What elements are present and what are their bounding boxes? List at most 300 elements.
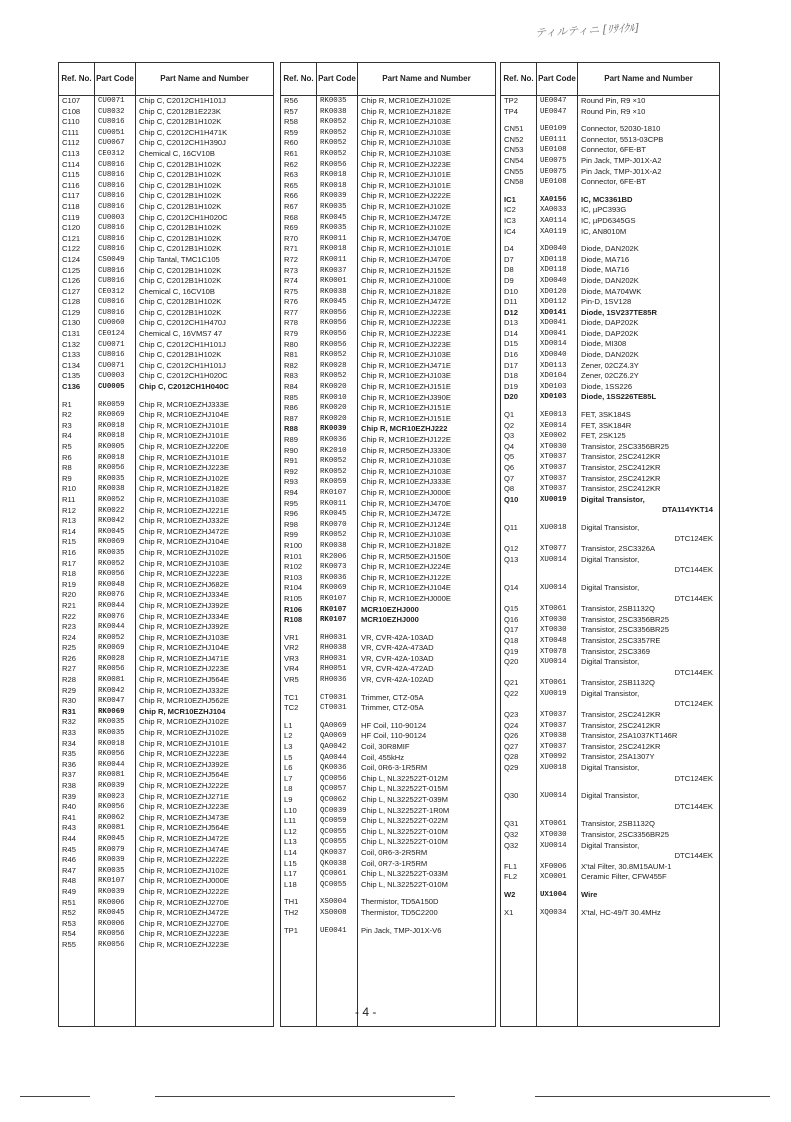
name-cell: Chip L, NL322522T-010M: [361, 879, 448, 889]
ref-cell: Q30: [504, 791, 519, 801]
name-cell: Trimmer, CTZ-05A: [361, 692, 424, 702]
code-cell: UE0108: [540, 146, 567, 155]
code-cell: UE0047: [540, 107, 567, 116]
code-cell: RK0045: [320, 510, 347, 519]
ref-cell: R33: [62, 728, 76, 738]
name-cell: Chip C, C2012CH1H390J: [139, 138, 226, 148]
name-cell: Chip C, C2012B1E223K: [139, 106, 221, 116]
code-cell: QC0061: [320, 870, 347, 879]
name-cell: Chemical C, 16VMS7 47: [139, 329, 223, 339]
name-cell: Chip R, MCR10EZHJ564E: [139, 770, 229, 780]
name-column: [136, 96, 273, 1026]
ref-cell: Q4: [504, 441, 515, 451]
ref-cell: FL2: [504, 872, 518, 882]
ref-cell: R73: [284, 265, 298, 275]
ref-cell: R26: [62, 653, 76, 663]
code-cell: RH0031: [320, 633, 347, 642]
ref-cell: C124: [62, 254, 81, 264]
ref-cell: R61: [284, 148, 298, 158]
name-cell: Coil, 0R7-3-1R5RM: [361, 858, 428, 868]
name-cell: Diode, MA716: [581, 254, 630, 264]
ref-cell: R10: [62, 484, 76, 494]
code-cell: RK0081: [98, 771, 125, 780]
code-cell: XU0014: [540, 841, 567, 850]
ref-cell: R81: [284, 350, 298, 360]
name-cell: Chip C, C2012B1H102K: [139, 117, 222, 127]
ref-cell: R62: [284, 159, 298, 169]
name-cell: Chip R, MCR10EZHJ223E: [139, 463, 229, 473]
name-cell: Chip R, MCR10EZHJ103E: [139, 494, 229, 504]
ref-cell: IC1: [504, 194, 516, 204]
name-cell: DTC144EK: [674, 593, 713, 603]
name-cell: Chip R, MCR50EZHJ150E: [361, 551, 451, 561]
code-cell: CT0031: [320, 693, 347, 702]
name-cell: IC, MC3361BD: [581, 194, 633, 204]
ref-cell: D17: [504, 360, 518, 370]
name-cell: Coil, 30R8MIF: [361, 742, 410, 752]
name-cell: Chip R, MCR10EZHJ102E: [361, 223, 451, 233]
code-cell: RK0020: [320, 404, 347, 413]
ref-cell: R45: [62, 844, 76, 854]
ref-cell: Q32: [504, 830, 519, 839]
name-cell: Chip R, MCR10EZHJ333E: [139, 399, 229, 409]
ref-cell: L6: [284, 763, 293, 773]
code-cell: RK0037: [320, 266, 347, 275]
ref-cell: CN51: [504, 124, 524, 134]
name-cell: Chip L, NL322522T-010M: [361, 837, 448, 847]
code-cell: XD0040: [540, 245, 567, 254]
code-cell: QA0069: [320, 732, 347, 741]
code-cell: RK2010: [320, 446, 347, 455]
name-cell: Chip R, MCR10EZHJ101E: [361, 170, 451, 180]
ref-cell: VR2: [284, 643, 299, 653]
code-cell: RH0031: [320, 654, 347, 663]
code-cell: UX1004: [540, 890, 567, 899]
code-cell: RK0045: [98, 909, 125, 918]
name-cell: DTC144EK: [674, 851, 713, 861]
ref-cell: Q31: [504, 819, 519, 829]
code-cell: XT0037: [540, 721, 567, 730]
name-cell: Chip C, C2012CH1H101J: [139, 339, 226, 349]
row-gap: [317, 626, 357, 633]
code-cell: XD0118: [540, 266, 567, 275]
row-gap: [358, 890, 495, 897]
ref-cell: R101: [284, 551, 303, 561]
code-cell: CU8016: [98, 192, 125, 201]
name-cell: Chip R, MCR10EZHJ222E: [361, 191, 451, 201]
code-cell: XU0018: [540, 523, 567, 532]
name-cell: MCR10EZHJ000: [361, 604, 419, 614]
name-cell: Chip C, C2012B1H102K: [139, 180, 222, 190]
name-cell: Chip C, C2012B1H102K: [139, 223, 222, 233]
row-gap: [537, 784, 577, 791]
code-cell: RK0073: [320, 563, 347, 572]
code-cell: XD0040: [540, 351, 567, 360]
table-body: [501, 96, 719, 1026]
code-cell: QC0057: [320, 785, 347, 794]
code-cell: RK0011: [320, 499, 347, 508]
code-cell: RK0052: [320, 149, 347, 158]
row-gap: [501, 516, 536, 523]
code-cell: RK0018: [320, 245, 347, 254]
name-cell: Chip R, MCR10EZHJ103E: [361, 138, 451, 148]
ref-cell: R69: [284, 223, 298, 233]
ref-column: [501, 96, 537, 1026]
code-cell: RK0081: [98, 824, 125, 833]
name-cell: Chip C, C2012B1H102K: [139, 170, 222, 180]
row-gap: [281, 714, 316, 721]
code-cell: RK0044: [98, 601, 125, 610]
ref-cell: Q26: [504, 731, 519, 741]
name-cell: Chip R, MCR10EZHJ223E: [139, 929, 229, 939]
name-cell: Chip L, NL322522T-039M: [361, 795, 448, 804]
code-cell: RK0001: [320, 277, 347, 286]
code-cell: XU0014: [540, 658, 567, 667]
name-cell: Chip R, MCR10EZHJ103E: [361, 350, 451, 360]
ref-cell: L15: [284, 858, 297, 868]
name-cell: Connector, 6FE-BT: [581, 145, 646, 155]
name-cell: Transistor, 2SC2412KR: [581, 484, 661, 494]
name-cell: Chip C, C2012B1H102K: [139, 297, 222, 307]
code-cell: RK0052: [320, 457, 347, 466]
code-cell: RK0035: [320, 224, 347, 233]
name-cell: DTC124EK: [674, 533, 713, 543]
ref-cell: R65: [284, 180, 298, 190]
code-cell: RK0005: [98, 443, 125, 451]
name-cell: Digital Transistor,: [581, 522, 640, 532]
name-cell: Digital Transistor,: [581, 688, 640, 698]
name-cell: Transistor, 2SC2412KR: [581, 710, 661, 720]
ref-cell: Q23: [504, 710, 519, 720]
code-cell: CU8016: [98, 277, 125, 286]
code-cell: RK0039: [98, 782, 125, 790]
code-cell: XD0014: [540, 340, 567, 349]
name-cell: Diode, DAP202K: [581, 318, 639, 328]
code-cell: XD0041: [540, 329, 567, 338]
code-cell: XS0008: [320, 908, 347, 917]
name-cell: Zener, 02CZ4.3Y: [581, 360, 639, 370]
row-gap: [59, 393, 94, 400]
table-body: [59, 96, 273, 1026]
code-cell: RK0052: [98, 559, 125, 568]
name-cell: Ceramic Filter, CFW455F: [581, 872, 667, 882]
name-cell: Chip R, MCR10EZHJ223E: [139, 664, 229, 674]
code-cell: RK0006: [98, 919, 125, 928]
code-cell: UE0041: [320, 926, 347, 935]
ref-cell: Q3: [504, 431, 515, 441]
name-cell: Chip R, MCR10EZHJ104E: [139, 537, 229, 547]
ref-cell: C129: [62, 307, 81, 317]
name-cell: Chip R, MCR10EZHJ103E: [361, 148, 451, 158]
code-cell: CU0003: [98, 213, 125, 222]
ref-cell: R76: [284, 297, 298, 307]
name-cell: IC, µPD6345GS: [581, 215, 636, 225]
ref-cell: C119: [62, 212, 80, 222]
code-cell: XA0033: [540, 206, 567, 215]
ref-cell: Q2: [504, 420, 515, 430]
name-cell: Chip R, MCR10EZHJ124E: [361, 519, 451, 529]
code-cell: CT0031: [320, 704, 347, 713]
code-cell: RK0052: [320, 467, 347, 476]
name-cell: Chip R, MCR10EZHJ473E: [139, 812, 229, 822]
ref-cell: R91: [284, 456, 298, 466]
name-cell: Chip R, MCR10EZHJ471E: [361, 360, 451, 370]
parts-table-2: [280, 62, 496, 1027]
ref-cell: R2: [62, 410, 72, 420]
ref-cell: Q32: [504, 840, 519, 850]
ref-cell: CN54: [504, 155, 524, 165]
code-cell: RK0047: [98, 697, 125, 706]
ref-cell: C111: [62, 127, 80, 137]
name-cell: Transistor, 2SC3326A: [581, 544, 656, 554]
name-cell: Chip R, MCR10EZHJ472E: [139, 526, 229, 536]
code-cell: RK0038: [98, 485, 125, 494]
code-cell: RK0056: [98, 750, 125, 759]
name-cell: Chip C, C2012CH1H020C: [139, 371, 228, 381]
row-gap: [578, 576, 719, 583]
code-cell: QC0055: [320, 827, 347, 836]
name-cell: Chip R, MCR10EZHJ102E: [139, 728, 229, 738]
row-gap: [317, 686, 357, 693]
name-cell: Chip R, MCR10EZHJ222: [361, 424, 448, 434]
code-cell: XT0030: [540, 442, 567, 451]
code-cell: XU0019: [540, 495, 567, 504]
name-cell: MCR10EZHJ000: [361, 615, 419, 625]
ref-cell: R51: [62, 897, 76, 907]
name-cell: Thermistor, TD5A150D: [361, 897, 439, 907]
row-gap: [537, 901, 577, 908]
code-cell: RK0056: [98, 940, 125, 949]
code-cell: RK0018: [98, 432, 125, 441]
code-cell: RK0056: [320, 330, 347, 339]
code-cell: RK0035: [98, 866, 125, 875]
ref-cell: R96: [284, 509, 298, 519]
code-cell: RK0059: [320, 478, 347, 487]
name-cell: Diode, MA716: [581, 265, 630, 275]
code-cell: XT0030: [540, 626, 567, 635]
ref-cell: L14: [284, 847, 297, 857]
row-gap: [358, 686, 495, 693]
code-cell: RK0018: [320, 171, 347, 180]
code-cell: CU8016: [98, 118, 125, 127]
code-cell: XT0037: [540, 474, 567, 483]
ref-cell: FL1: [504, 861, 518, 871]
name-cell: Chip R, MCR10EZHJ223E: [361, 318, 451, 328]
code-cell: RK0076: [98, 591, 125, 600]
ref-cell: R100: [284, 540, 303, 550]
code-cell: XD0041: [540, 319, 567, 328]
name-cell: Pin-D, 1SV128: [581, 297, 632, 307]
name-cell: Chip R, MCR10EZHJ182E: [361, 286, 451, 296]
name-cell: X'tal Filter, 30.8M15AUM-1: [581, 861, 672, 871]
ref-cell: R3: [62, 420, 72, 430]
ref-cell: TP2: [504, 96, 518, 105]
name-cell: DTC144EK: [674, 667, 713, 677]
col-header-ref: Ref. No.: [501, 63, 537, 95]
name-cell: DTC144EK: [674, 565, 713, 575]
code-cell: XF0006: [540, 862, 567, 871]
name-cell: Chip R, MCR10EZHJ271E: [139, 791, 229, 801]
ref-cell: R67: [284, 201, 298, 211]
code-cell: XA0114: [540, 216, 567, 225]
name-cell: Diode, 1SS226: [581, 381, 633, 391]
name-cell: Coil, 0R6-3-1R5RM: [361, 763, 428, 773]
ref-cell: R79: [284, 329, 298, 339]
ref-cell: R5: [62, 442, 72, 451]
name-cell: Chip R, MCR10EZHJ222E: [139, 886, 229, 896]
code-cell: XU0018: [540, 764, 567, 773]
code-cell: XA0156: [540, 195, 567, 204]
ref-cell: R39: [62, 791, 76, 801]
code-cell: CU8016: [98, 224, 125, 233]
name-cell: Chip R, MCR10EZHJ182E: [139, 484, 229, 494]
code-cell: XT0061: [540, 605, 567, 614]
ref-cell: X1: [504, 907, 514, 917]
name-cell: Transistor, 2SC3357RE: [581, 635, 661, 645]
name-cell: Chip C, C2012CH1H040C: [139, 382, 229, 392]
code-cell: RK0107: [320, 594, 347, 603]
ref-cell: R83: [284, 371, 298, 381]
name-cell: Digital Transistor,: [581, 791, 640, 801]
name-cell: Coil, 455kHz: [361, 752, 405, 762]
ref-cell: R108: [284, 615, 303, 625]
code-cell: RK0070: [320, 520, 347, 529]
code-cell: CS0049: [98, 255, 125, 264]
name-cell: Chip R, MCR10EZHJ104E: [361, 583, 451, 593]
bottom-rule-right: [535, 1096, 770, 1097]
name-cell: DTC124EK: [674, 773, 713, 783]
ref-cell: R55: [62, 939, 76, 949]
code-cell: RK0069: [320, 584, 347, 593]
row-gap: [501, 237, 536, 244]
name-cell: Chip R, MCR10EZHJ392E: [139, 600, 229, 610]
ref-cell: R19: [62, 579, 76, 589]
ref-cell: Q17: [504, 625, 519, 635]
ref-cell: Q24: [504, 720, 519, 730]
code-cell: RK0107: [320, 488, 347, 497]
code-cell: RK0028: [98, 654, 125, 663]
ref-cell: R105: [284, 593, 303, 603]
name-cell: Digital Transistor,: [581, 657, 640, 667]
code-cell: CU0060: [98, 319, 125, 328]
code-cell: QC0039: [320, 806, 347, 815]
name-cell: Diode, MA704WK: [581, 286, 642, 296]
name-column: [358, 96, 495, 1026]
name-cell: Chip R, MCR10EZHJ270E: [139, 918, 229, 928]
table-header: [501, 63, 719, 96]
ref-cell: IC4: [504, 226, 516, 236]
ref-cell: Q8: [504, 484, 515, 494]
name-cell: Trimmer, CTZ-05A: [361, 703, 424, 713]
col-header-code: Part Code: [537, 63, 578, 95]
name-cell: Chip R, MCR10EZHJ332E: [139, 685, 229, 695]
name-cell: Chip R, MCR10EZHJ472E: [361, 509, 451, 519]
name-cell: Chip R, MCR10EZHJ103E: [361, 127, 451, 137]
code-cell: RK0020: [320, 414, 347, 423]
ref-cell: C135: [62, 371, 81, 381]
ref-cell: IC3: [504, 215, 516, 225]
code-cell: RK2006: [320, 552, 347, 561]
ref-cell: C126: [62, 276, 81, 286]
code-cell: CU8032: [98, 107, 125, 116]
code-cell: XT0030: [540, 615, 567, 624]
row-gap: [501, 576, 536, 583]
name-cell: Chip R, MCR10EZHJ151E: [361, 403, 451, 413]
code-cell: RK0018: [98, 421, 125, 430]
code-cell: XC0001: [540, 873, 567, 882]
code-column: [95, 96, 136, 1026]
code-cell: CU0051: [98, 128, 125, 137]
name-cell: Chip C, C2012CH1H020C: [139, 212, 228, 222]
name-cell: FET, 2SK125: [581, 431, 626, 441]
ref-cell: R106: [284, 604, 303, 614]
row-gap: [358, 626, 495, 633]
code-cell: XD0118: [540, 255, 567, 264]
ref-cell: R77: [284, 307, 298, 317]
name-cell: Chip R, MCR10EZHJ222E: [139, 781, 229, 790]
name-cell: Chip C, C2012B1H102K: [139, 244, 222, 254]
code-cell: RK0069: [98, 411, 125, 420]
ref-cell: C125: [62, 265, 81, 275]
ref-cell: R63: [284, 170, 298, 180]
name-cell: Diode, DAN202K: [581, 350, 639, 360]
ref-cell: R32: [62, 717, 76, 727]
name-cell: Chip R, MCR10EZHJ102E: [361, 201, 451, 211]
code-cell: RK0035: [98, 729, 125, 738]
row-gap: [578, 784, 719, 791]
name-cell: Chip R, MCR10EZHJ102E: [139, 717, 229, 727]
ref-cell: R88: [284, 424, 298, 434]
ref-cell: D12: [504, 307, 518, 317]
code-cell: RK0045: [98, 834, 125, 843]
ref-cell: Q18: [504, 635, 519, 645]
name-cell: Digital Transistor,: [581, 763, 640, 773]
code-cell: RK0018: [320, 181, 347, 190]
code-cell: RK0052: [320, 128, 347, 137]
name-cell: Chip R, MCR10EZHJ221E: [139, 505, 229, 515]
ref-cell: R98: [284, 519, 298, 529]
table-header: [59, 63, 273, 96]
name-cell: Transistor, 2SC2412KR: [581, 463, 661, 472]
col-header-code: Part Code: [317, 63, 358, 95]
ref-cell: R59: [284, 127, 298, 137]
name-cell: Chip C, C2012CH1H101J: [139, 96, 226, 105]
code-cell: RK0069: [98, 538, 125, 547]
name-cell: Chip C, C2012CH1H101J: [139, 360, 226, 370]
ref-cell: CN55: [504, 166, 524, 176]
ref-cell: L18: [284, 879, 297, 889]
name-cell: Chip R, MCR10EZHJ562E: [139, 696, 229, 706]
code-cell: RK0056: [320, 319, 347, 328]
ref-cell: D14: [504, 328, 518, 338]
ref-cell: C114: [62, 159, 80, 169]
ref-cell: R94: [284, 487, 298, 497]
code-cell: RK0039: [98, 856, 125, 865]
ref-cell: D8: [504, 265, 514, 275]
name-cell: Wire: [581, 889, 598, 899]
ref-cell: Q14: [504, 582, 519, 592]
name-cell: HF Coil, 110-90124: [361, 731, 427, 741]
ref-cell: R27: [62, 664, 76, 674]
ref-cell: L2: [284, 731, 293, 741]
ref-cell: Q11: [504, 522, 518, 532]
code-cell: XU0014: [540, 792, 567, 801]
row-gap: [317, 919, 357, 926]
col-header-code: Part Code: [95, 63, 136, 95]
code-cell: CE0312: [98, 149, 125, 158]
ref-cell: TH1: [284, 897, 299, 907]
code-cell: RK0023: [98, 792, 125, 801]
